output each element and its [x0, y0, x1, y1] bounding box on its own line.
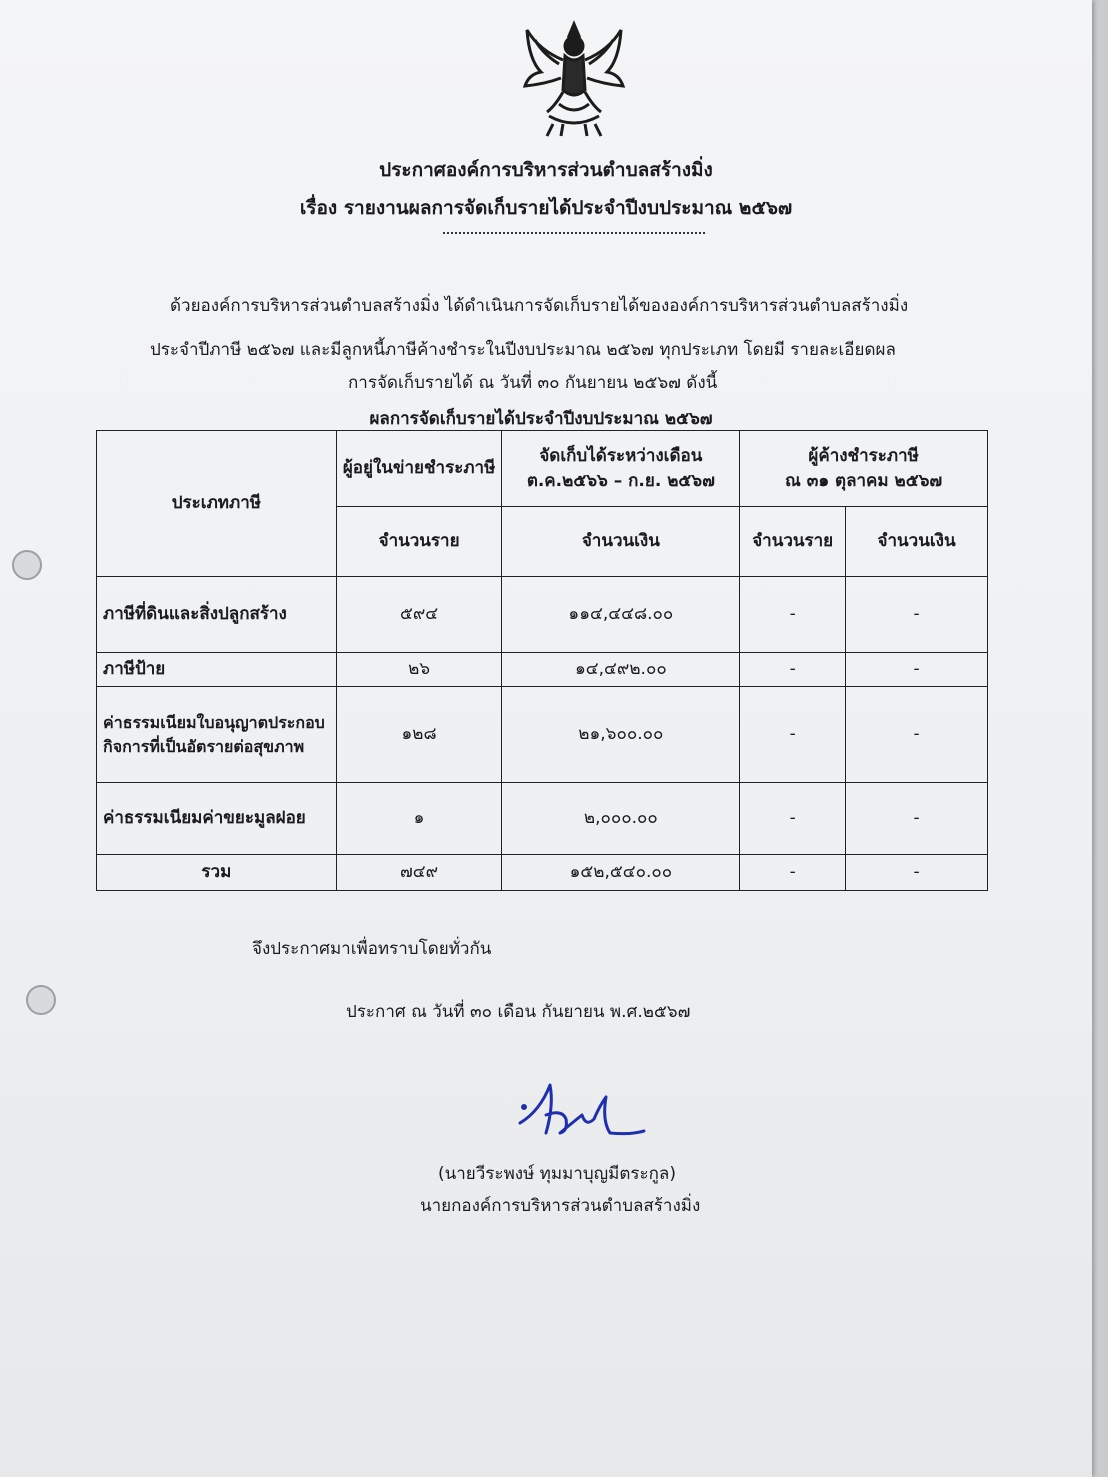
revenue-table: [96, 430, 988, 891]
punch-hole: [12, 550, 42, 580]
row-arrears-count: -: [740, 577, 846, 653]
row-tax-type: ค่าธรรมเนียมใบอนุญาตประกอบกิจการที่เป็นอัตรายต่อสุขภาพ: [97, 687, 337, 783]
header-arrears-amount: จำนวนเงิน: [846, 507, 988, 577]
table-row: [97, 783, 988, 855]
header-collected-line-2: ต.ค.๒๕๖๖ – ก.ย. ๒๕๖๗: [526, 470, 715, 491]
announcement-title: ประกาศองค์การบริหารส่วนตำบลสร้างมิ่ง: [379, 159, 713, 181]
total-count: ๗๔๙: [336, 855, 502, 891]
signer-position: นายกองค์การบริหารส่วนตำบลสร้างมิ่ง: [420, 1196, 701, 1216]
header-payers-group: ผู้อยู่ในข่ายชำระภาษี: [336, 431, 502, 507]
row-amount: ๒๑,๖๐๐.๐๐: [502, 687, 740, 783]
table-caption: ผลการจัดเก็บรายได้ประจำปีงบประมาณ ๒๕๖๗: [369, 409, 713, 429]
row-arrears-amount: -: [846, 653, 988, 687]
row-tax-type: ค่าธรรมเนียมค่าขยะมูลฝอย: [97, 783, 337, 855]
total-amount: ๑๕๒,๕๔๐.๐๐: [502, 855, 740, 891]
intro-line-1: ด้วยองค์การบริหารส่วนตำบลสร้างมิ่ง ได้ดำเนินการจัดเก็บรายได้ขององค์การบริหารส่วนตำบลสร้างมิ่ง: [170, 296, 909, 316]
header-arrears-line-1: ผู้ค้างชำระภาษี: [808, 445, 919, 466]
garuda-emblem-icon: [519, 20, 629, 138]
intro-line-3: การจัดเก็บรายได้ ณ วันที่ ๓๐ กันยายน ๒๕๖๗ ดังนี้: [348, 373, 718, 393]
row-tax-type: ภาษีที่ดินและสิ่งปลูกสร้าง: [97, 577, 337, 653]
row-amount: ๑๔,๔๙๒.๐๐: [502, 653, 740, 687]
total-arrears-count: -: [740, 855, 846, 891]
row-amount: ๑๑๔,๔๔๘.๐๐: [502, 577, 740, 653]
table-row: [97, 687, 988, 783]
total-label: รวม: [97, 855, 337, 891]
row-count: ๕๙๔: [336, 577, 502, 653]
total-row: [97, 855, 988, 891]
punch-hole: [26, 985, 56, 1015]
announcement-subject: เรื่อง รายงานผลการจัดเก็บรายได้ประจำปีงบประมาณ ๒๕๖๗: [299, 197, 793, 219]
row-arrears-amount: -: [846, 687, 988, 783]
header-collected-line-1: จัดเก็บได้ระหว่างเดือน: [539, 445, 703, 466]
row-arrears-amount: -: [846, 577, 988, 653]
row-count: ๑: [336, 783, 502, 855]
table-row: [97, 653, 988, 687]
row-arrears-count: -: [740, 687, 846, 783]
header-amount: จำนวนเงิน: [502, 507, 740, 577]
header-row-1: [97, 431, 988, 507]
intro-line-2: ประจำปีภาษี ๒๕๖๗ และมีลูกหนี้ภาษีค้างชำระในปีงบประมาณ ๒๕๖๗ ทุกประเภท โดยมี รายละเอียดผล: [150, 340, 896, 360]
announcement-date: ประกาศ ณ วันที่ ๓๐ เดือน กันยายน พ.ศ.๒๕๖๗: [346, 1002, 691, 1022]
row-tax-type: ภาษีป้าย: [97, 653, 337, 687]
row-arrears-count: -: [740, 653, 846, 687]
header-tax-type: ประเภทภาษี: [97, 431, 337, 577]
signer-name: (นายวีระพงษ์ ทุมมาบุญมีตระกูล): [438, 1164, 676, 1184]
header-count: จำนวนราย: [336, 507, 502, 577]
table-row: [97, 577, 988, 653]
row-amount: ๒,๐๐๐.๐๐: [502, 783, 740, 855]
header-collected-group: [502, 431, 740, 507]
header-arrears-count: จำนวนราย: [740, 507, 846, 577]
closing-announcement: จึงประกาศมาเพื่อทราบโดยทั่วกัน: [252, 939, 492, 959]
signature-icon: [510, 1075, 650, 1145]
header-arrears-line-2: ณ ๓๑ ตุลาคม ๒๕๖๗: [785, 470, 943, 491]
row-arrears-amount: -: [846, 783, 988, 855]
header-arrears-group: [740, 431, 988, 507]
row-count: ๒๖: [336, 653, 502, 687]
row-arrears-count: -: [740, 783, 846, 855]
total-arrears-amount: -: [846, 855, 988, 891]
dotted-divider: [443, 232, 705, 234]
row-count: ๑๒๘: [336, 687, 502, 783]
